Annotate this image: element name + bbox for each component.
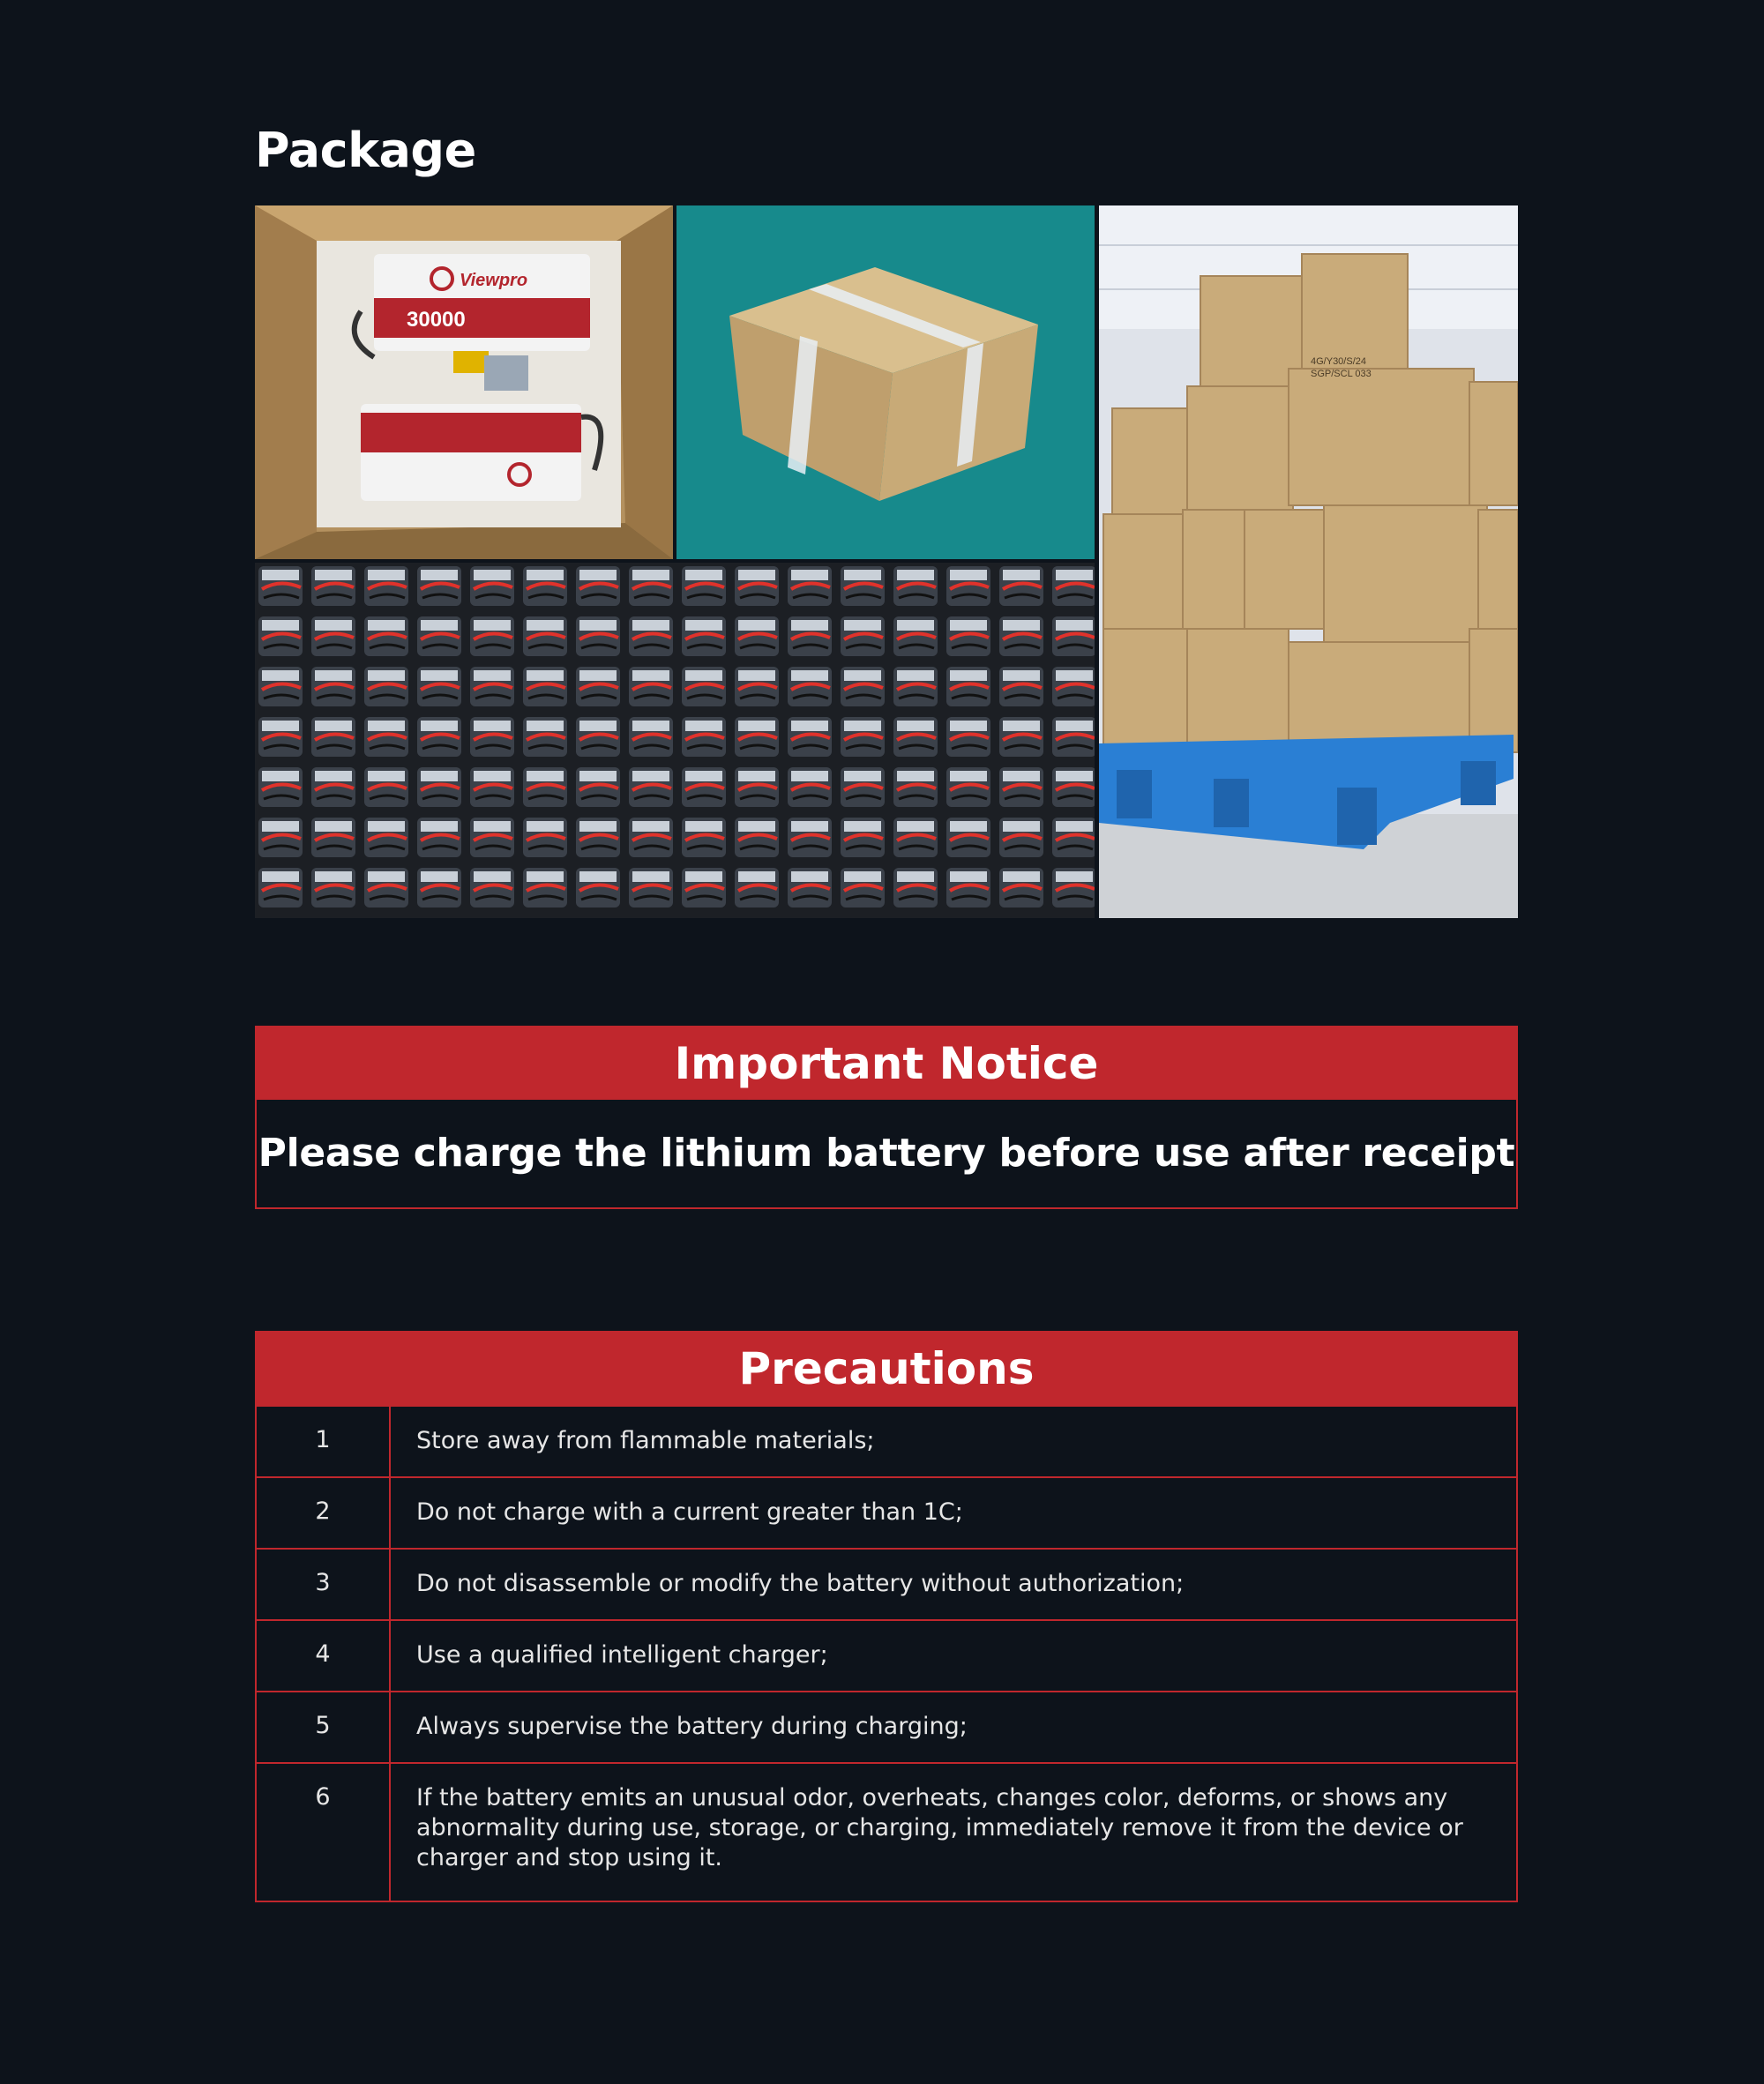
palletized-cartons-photo (1099, 205, 1518, 918)
battery-box-photo (255, 205, 673, 559)
precautions-table (255, 1331, 1518, 1902)
precaution-row (257, 1476, 1516, 1548)
precaution-number: 2 (257, 1478, 391, 1548)
precaution-text: If the battery emits an unusual odor, overheats, changes color, deforms, or shows any abnormality during use, storage, or charging, immediately remove it from the device or charger and stop using it. (416, 1784, 1463, 1871)
battery-capacity-label: 30000 (407, 308, 466, 332)
precaution-number: 3 (257, 1550, 391, 1619)
carton-mark-label: 4G/Y30/S/24 (1311, 356, 1366, 367)
wrapped-box-photo (676, 205, 1095, 559)
battery-rows-photo (255, 563, 1095, 918)
precaution-row (257, 1691, 1516, 1762)
page-title: Package (255, 123, 476, 179)
precaution-number: 5 (257, 1692, 391, 1762)
precaution-text: Store away from flammable materials; (416, 1427, 875, 1454)
precaution-row (257, 1548, 1516, 1619)
precaution-text: Use a qualified intelligent charger; (416, 1641, 828, 1669)
notice-heading: Important Notice (257, 1027, 1516, 1100)
notice-message: Please charge the lithium battery before use after receipt (258, 1131, 1515, 1176)
precaution-number: 6 (257, 1764, 391, 1901)
precaution-text: Do not charge with a current greater than 1C; (416, 1498, 963, 1526)
precaution-row (257, 1619, 1516, 1691)
precaution-number: 1 (257, 1407, 391, 1476)
carton-mark-label-2: SGP/SCL 033 (1311, 369, 1372, 379)
precaution-row (257, 1405, 1516, 1476)
precaution-text: Always supervise the battery during charging; (416, 1713, 968, 1740)
precaution-text: Do not disassemble or modify the battery without authorization; (416, 1570, 1185, 1597)
important-notice-box (255, 1026, 1518, 1209)
package-photo-collage (255, 205, 1518, 918)
precaution-number: 4 (257, 1621, 391, 1691)
precaution-row (257, 1762, 1516, 1901)
battery-brand-label: Viewpro (460, 271, 528, 290)
precautions-heading: Precautions (257, 1333, 1516, 1405)
